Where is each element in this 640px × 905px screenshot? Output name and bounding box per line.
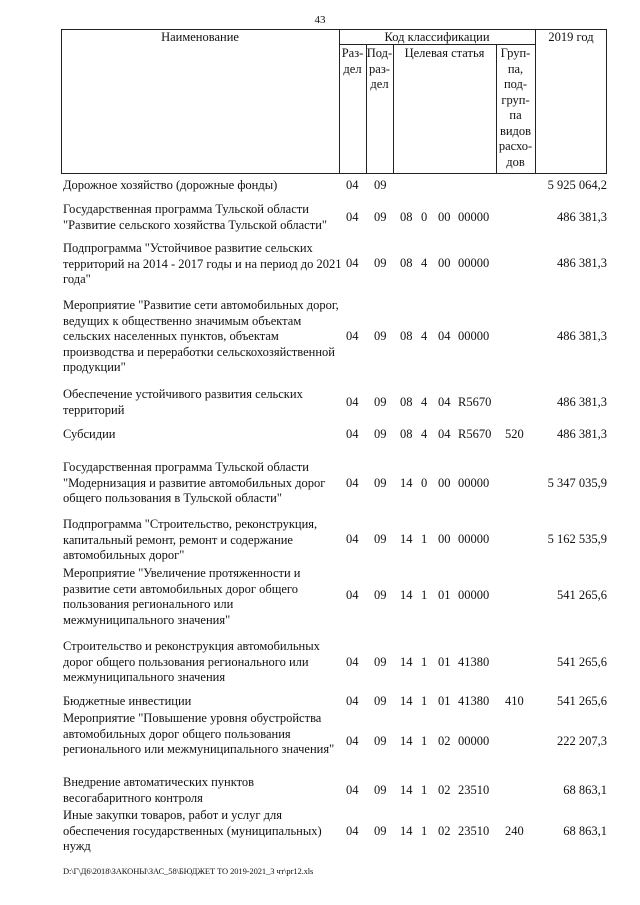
row-podrazdel: 09 xyxy=(374,694,387,708)
row-program: 08 xyxy=(400,395,413,409)
row-podrazdel: 09 xyxy=(374,178,387,192)
row-sum: 5 347 035,9 xyxy=(547,476,607,490)
row-razdel: 04 xyxy=(346,210,359,224)
row-name: Иные закупки товаров, работ и услуг для обеспечения государственных (муниципальных) нужд xyxy=(63,808,322,853)
row-name: Подпрограмма "Строительство, реконструкция, капитальный ремонт, ремонт и содержание автомобильных дорог" xyxy=(63,517,318,562)
header-classification: Код классификации xyxy=(384,30,490,44)
row-razdel: 04 xyxy=(346,329,359,343)
row-razdel: 04 xyxy=(346,824,359,838)
row-razdel: 04 xyxy=(346,694,359,708)
row-subprogram: 4 xyxy=(421,427,428,441)
row-podrazdel: 09 xyxy=(374,476,387,490)
row-event: 01 xyxy=(438,655,451,669)
row-sum: 68 863,1 xyxy=(563,824,607,838)
row-program: 14 xyxy=(400,734,413,748)
row-sum: 486 381,3 xyxy=(557,395,607,409)
header-podrazdel: Под- раз- дел xyxy=(366,46,393,91)
row-name: Обеспечение устойчивого развития сельских территорий xyxy=(63,387,303,417)
row-name: Внедрение автоматических пунктов весогабаритного контроля xyxy=(63,775,255,805)
row-event: 01 xyxy=(438,588,451,602)
row-podrazdel: 09 xyxy=(374,395,387,409)
row-sum: 541 265,6 xyxy=(557,655,607,669)
row-name: Субсидии xyxy=(63,427,116,441)
row-event: 00 xyxy=(438,532,451,546)
row-subprogram: 1 xyxy=(421,783,428,797)
row-podrazdel: 09 xyxy=(374,734,387,748)
row-subprogram: 1 xyxy=(421,532,428,546)
row-name: Мероприятие "Увеличение протяженности и развитие сети автомобильных дорог общего пользования регионального или межмуниципального значения" xyxy=(63,566,301,627)
header-target: Целевая статья xyxy=(404,46,485,60)
row-sum: 486 381,3 xyxy=(557,256,607,270)
row-razdel: 04 xyxy=(346,476,359,490)
row-subprogram: 4 xyxy=(421,395,428,409)
row-program: 08 xyxy=(400,427,413,441)
row-expense-type: 240 xyxy=(505,824,524,838)
row-sum: 486 381,3 xyxy=(557,329,607,343)
row-expense-type: 410 xyxy=(505,694,524,708)
header-group: Груп- па, под- груп- па видов расхо- дов xyxy=(498,46,533,169)
row-event: 02 xyxy=(438,824,451,838)
row-name: Государственная программа Тульской области "Модернизация и развитие автомобильных дорог общего пользования в Тульской области" xyxy=(63,460,326,505)
row-event: 04 xyxy=(438,329,451,343)
row-program: 14 xyxy=(400,783,413,797)
row-podrazdel: 09 xyxy=(374,256,387,270)
row-direction: 23510 xyxy=(458,783,490,797)
divider xyxy=(535,29,536,174)
row-direction: R5670 xyxy=(458,427,492,441)
row-direction: 41380 xyxy=(458,694,490,708)
row-program: 14 xyxy=(400,655,413,669)
row-name: Строительство и реконструкция автомобильных дорог общего пользования регионального или межмуниципального значения xyxy=(63,639,320,684)
row-sum: 486 381,3 xyxy=(557,427,607,441)
row-direction: R5670 xyxy=(458,395,492,409)
header-razdel: Раз- дел xyxy=(341,46,364,76)
row-event: 04 xyxy=(438,395,451,409)
row-program: 08 xyxy=(400,210,413,224)
row-sum: 486 381,3 xyxy=(557,210,607,224)
row-name: Подпрограмма "Устойчивое развитие сельских территорий на 2014 - 2017 годы и на период до 2021 года" xyxy=(63,241,342,286)
row-name: Дорожное хозяйство (дорожные фонды) xyxy=(63,178,278,192)
row-podrazdel: 09 xyxy=(374,783,387,797)
row-direction: 41380 xyxy=(458,655,490,669)
row-name: Мероприятие "Развитие сети автомобильных дорог, ведущих к общественно значимым объектам сельских населенных пунктов, объектам производства и переработки сельскохозяйственной продукции" xyxy=(63,298,339,374)
row-direction: 00000 xyxy=(458,256,490,270)
row-podrazdel: 09 xyxy=(374,655,387,669)
row-subprogram: 0 xyxy=(421,210,428,224)
row-razdel: 04 xyxy=(346,256,359,270)
row-name: Государственная программа Тульской области "Развитие сельского хозяйства Тульской области" xyxy=(63,202,327,232)
row-subprogram: 1 xyxy=(421,824,428,838)
row-sum: 5 162 535,9 xyxy=(547,532,607,546)
divider xyxy=(393,44,394,174)
row-podrazdel: 09 xyxy=(374,329,387,343)
row-subprogram: 4 xyxy=(421,256,428,270)
row-direction: 00000 xyxy=(458,210,490,224)
row-podrazdel: 09 xyxy=(374,427,387,441)
header-year: 2019 год xyxy=(548,30,594,44)
row-sum: 541 265,6 xyxy=(557,588,607,602)
row-direction: 00000 xyxy=(458,588,490,602)
row-subprogram: 1 xyxy=(421,734,428,748)
row-direction: 00000 xyxy=(458,734,490,748)
row-subprogram: 1 xyxy=(421,694,428,708)
row-event: 00 xyxy=(438,256,451,270)
row-program: 08 xyxy=(400,256,413,270)
row-razdel: 04 xyxy=(346,427,359,441)
row-direction: 23510 xyxy=(458,824,490,838)
row-razdel: 04 xyxy=(346,783,359,797)
row-podrazdel: 09 xyxy=(374,210,387,224)
row-razdel: 04 xyxy=(346,588,359,602)
row-program: 08 xyxy=(400,329,413,343)
row-program: 14 xyxy=(400,588,413,602)
row-podrazdel: 09 xyxy=(374,824,387,838)
row-name: Мероприятие "Повышение уровня обустройства автомобильных дорог общего пользования регионального или межмуниципального значения" xyxy=(63,711,335,756)
row-razdel: 04 xyxy=(346,734,359,748)
row-program: 14 xyxy=(400,476,413,490)
row-subprogram: 1 xyxy=(421,655,428,669)
row-expense-type: 520 xyxy=(505,427,524,441)
row-event: 00 xyxy=(438,476,451,490)
row-direction: 00000 xyxy=(458,532,490,546)
row-subprogram: 4 xyxy=(421,329,428,343)
row-program: 14 xyxy=(400,824,413,838)
row-podrazdel: 09 xyxy=(374,588,387,602)
row-event: 04 xyxy=(438,427,451,441)
row-subprogram: 0 xyxy=(421,476,428,490)
row-razdel: 04 xyxy=(346,532,359,546)
row-razdel: 04 xyxy=(346,178,359,192)
row-event: 02 xyxy=(438,734,451,748)
row-podrazdel: 09 xyxy=(374,532,387,546)
row-subprogram: 1 xyxy=(421,588,428,602)
row-program: 14 xyxy=(400,694,413,708)
row-program: 14 xyxy=(400,532,413,546)
row-sum: 5 925 064,2 xyxy=(547,178,607,192)
row-sum: 222 207,3 xyxy=(557,734,607,748)
row-event: 02 xyxy=(438,783,451,797)
row-event: 00 xyxy=(438,210,451,224)
row-event: 01 xyxy=(438,694,451,708)
row-razdel: 04 xyxy=(346,395,359,409)
file-path-footer: D:\Г\Д6\2018\ЗАКОНЫ\ЗАС_58\БЮДЖЕТ ТО 2019-2021_3 чт\pr12.xls xyxy=(63,866,314,876)
row-sum: 541 265,6 xyxy=(557,694,607,708)
row-direction: 00000 xyxy=(458,476,490,490)
row-sum: 68 863,1 xyxy=(563,783,607,797)
row-name: Бюджетные инвестиции xyxy=(63,694,192,708)
row-direction: 00000 xyxy=(458,329,490,343)
header-name: Наименование xyxy=(161,30,239,44)
row-razdel: 04 xyxy=(346,655,359,669)
page-number: 43 xyxy=(314,14,326,26)
